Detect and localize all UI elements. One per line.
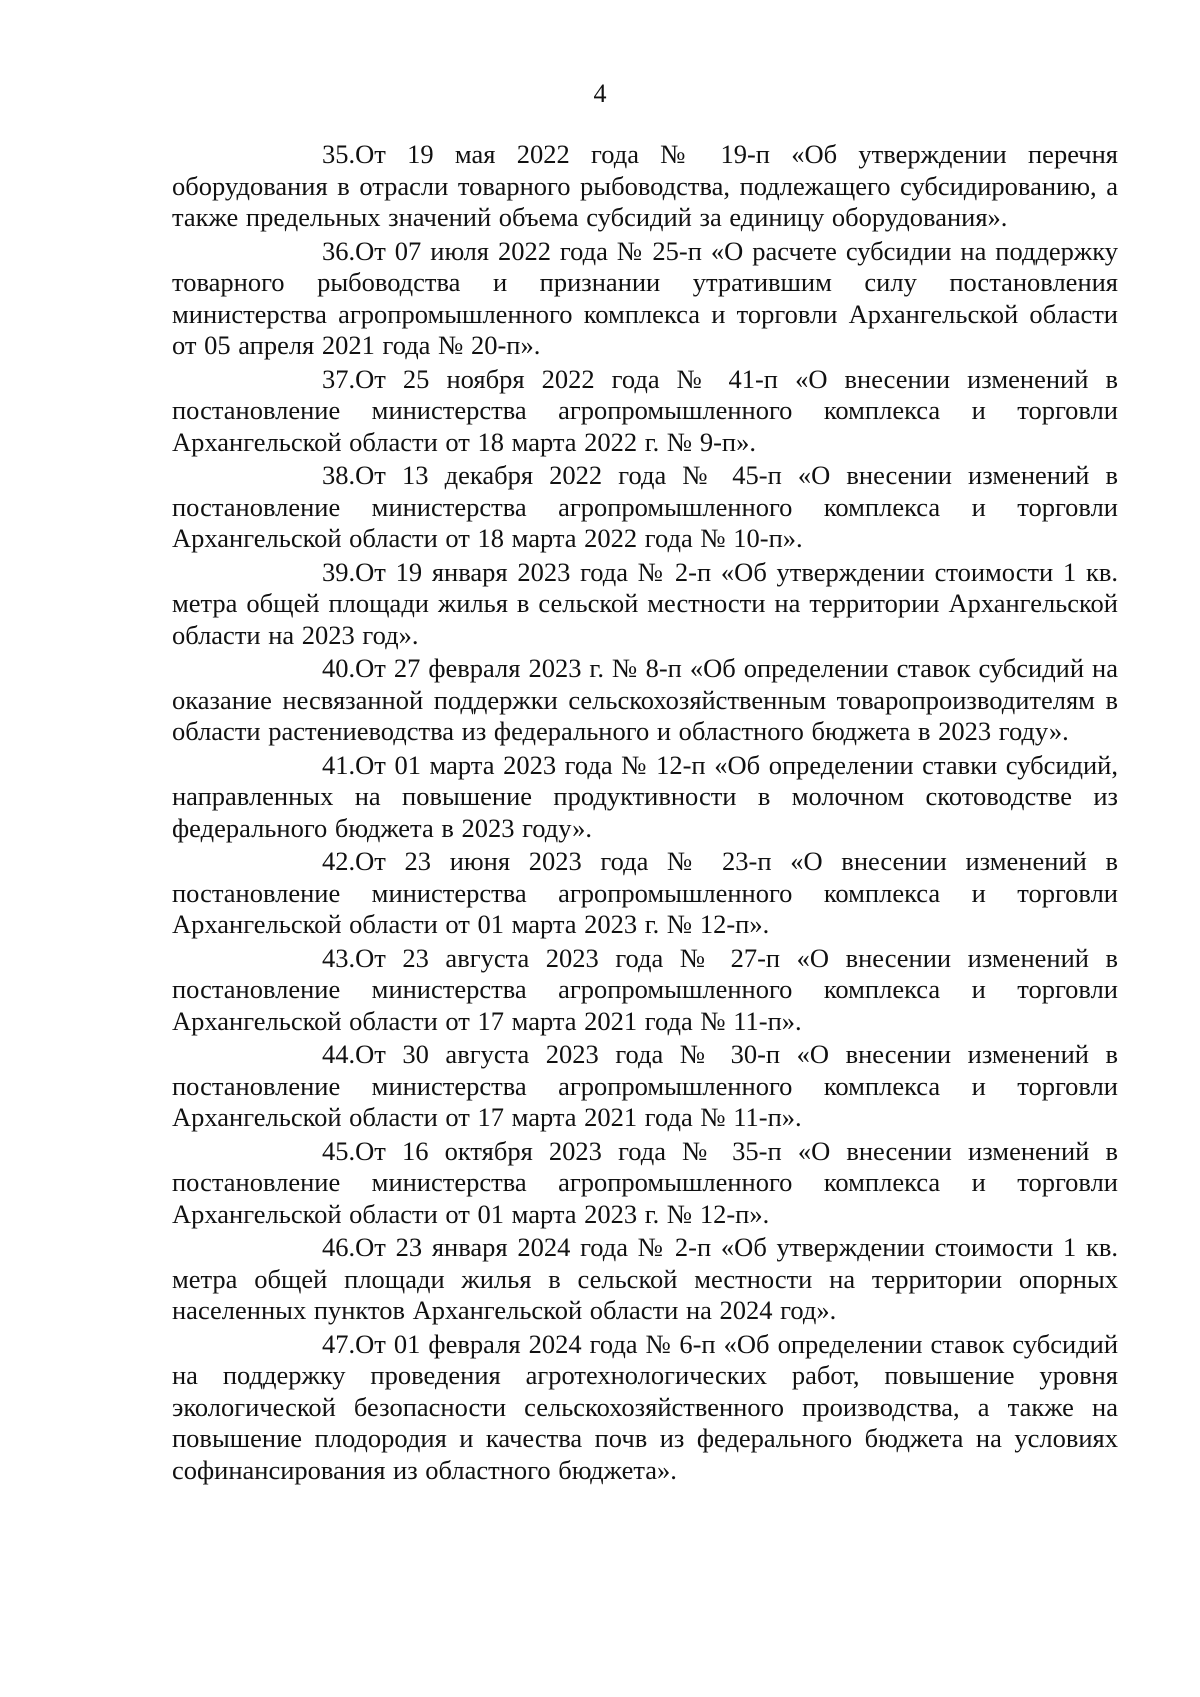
item-text: От 19 мая 2022 года № 19-п «Об утверждении перечня оборудования в отрасли товарного рыбоводства, подлежащего субсидированию, а также предельных значений объема субсидий за единицу оборудования». (172, 139, 1118, 232)
item-number: 43. (322, 942, 356, 973)
list-item-43 (172, 943, 1118, 1038)
item-number: 42. (322, 846, 356, 876)
item-number: 41. (322, 749, 356, 780)
item-number: 37. (322, 363, 356, 394)
item-text: От 01 марта 2023 года № 12-п «Об определении ставки субсидий, направленных на повышение продуктивности в молочном скотоводстве из федерального бюджета в 2023 году». (172, 749, 1118, 843)
list-item-36 (172, 236, 1118, 362)
list-item-35 (172, 139, 1118, 234)
list-item-41 (172, 750, 1118, 845)
item-text: От 13 декабря 2022 года № 45-п «О внесении изменений в постановление министерства агропромышленного комплекса и торговли Архангельской области от 18 марта 2022 года № 10-п». (172, 460, 1118, 553)
item-text: От 23 января 2024 года № 2-п «Об утверждении стоимости 1 кв. метра общей площади жилья в сельской местности на территории опорных населенных пунктов Архангельской области на 2024 год». (172, 1232, 1118, 1325)
item-number: 39. (322, 556, 356, 587)
item-text: От 25 ноября 2022 года № 41-п «О внесении изменений в постановление министерства агропромышленного комплекса и торговли Архангельской области от 18 марта 2022 г. № 9-п». (172, 363, 1118, 457)
item-number: 46. (322, 1232, 356, 1262)
list-item-42 (172, 846, 1118, 941)
item-number: 45. (322, 1135, 356, 1166)
list-item-40 (172, 653, 1118, 748)
item-number: 40. (322, 653, 356, 683)
item-text: От 23 августа 2023 года № 27-п «О внесении изменений в постановление министерства агропромышленного комплекса и торговли Архангельской области от 17 марта 2021 года № 11-п». (172, 942, 1118, 1036)
item-text: От 30 августа 2023 года № 30-п «О внесении изменений в постановление министерства агропромышленного комплекса и торговли Архангельской области от 17 марта 2021 года № 11-п». (172, 1039, 1118, 1132)
list-item-47 (172, 1329, 1118, 1487)
item-text: От 19 января 2023 года № 2-п «Об утверждении стоимости 1 кв. метра общей площади жилья в сельской местности на территории Архангельской области на 2023 год». (172, 556, 1118, 650)
item-number: 35. (322, 139, 356, 169)
item-text: От 27 февраля 2023 г. № 8-п «Об определении ставок субсидий на оказание несвязанной поддержки сельскохозяйственным товаропроизводителям в области растениеводства из федерального и областного бюджета в 2023 году». (172, 653, 1118, 746)
item-number: 47. (322, 1328, 356, 1359)
item-text: От 23 июня 2023 года № 23-п «О внесении изменений в постановление министерства агропромышленного комплекса и торговли Архангельской области от 01 марта 2023 г. № 12-п». (172, 846, 1118, 939)
item-text: От 16 октября 2023 года № 35-п «О внесении изменений в постановление министерства агропромышленного комплекса и торговли Архангельской области от 01 марта 2023 г. № 12-п». (172, 1135, 1118, 1229)
item-text: От 07 июля 2022 года № 25-п «О расчете субсидии на поддержку товарного рыбоводства и признании утратившим силу постановления министерства агропромышленного комплекса и торговли Архангельской области от 05 апреля 2021 года № 20-п». (172, 235, 1118, 360)
resolution-list (172, 139, 1118, 1488)
list-item-45 (172, 1136, 1118, 1231)
list-item-46 (172, 1232, 1118, 1327)
item-number: 36. (322, 235, 356, 266)
list-item-39 (172, 557, 1118, 652)
list-item-38 (172, 460, 1118, 555)
item-number: 38. (322, 460, 356, 490)
page-number: 4 (593, 79, 607, 108)
item-number: 44. (322, 1039, 356, 1069)
item-text: От 01 февраля 2024 года № 6-п «Об определении ставок субсидий на поддержку проведения агротехнологических работ, повышение уровня экологической безопасности сельскохозяйственного производства, а также на повышение плодородия и качества почв из федерального бюджета на условиях софинансирования из областного бюджета». (172, 1328, 1118, 1485)
list-item-37 (172, 364, 1118, 459)
list-item-44 (172, 1039, 1118, 1134)
